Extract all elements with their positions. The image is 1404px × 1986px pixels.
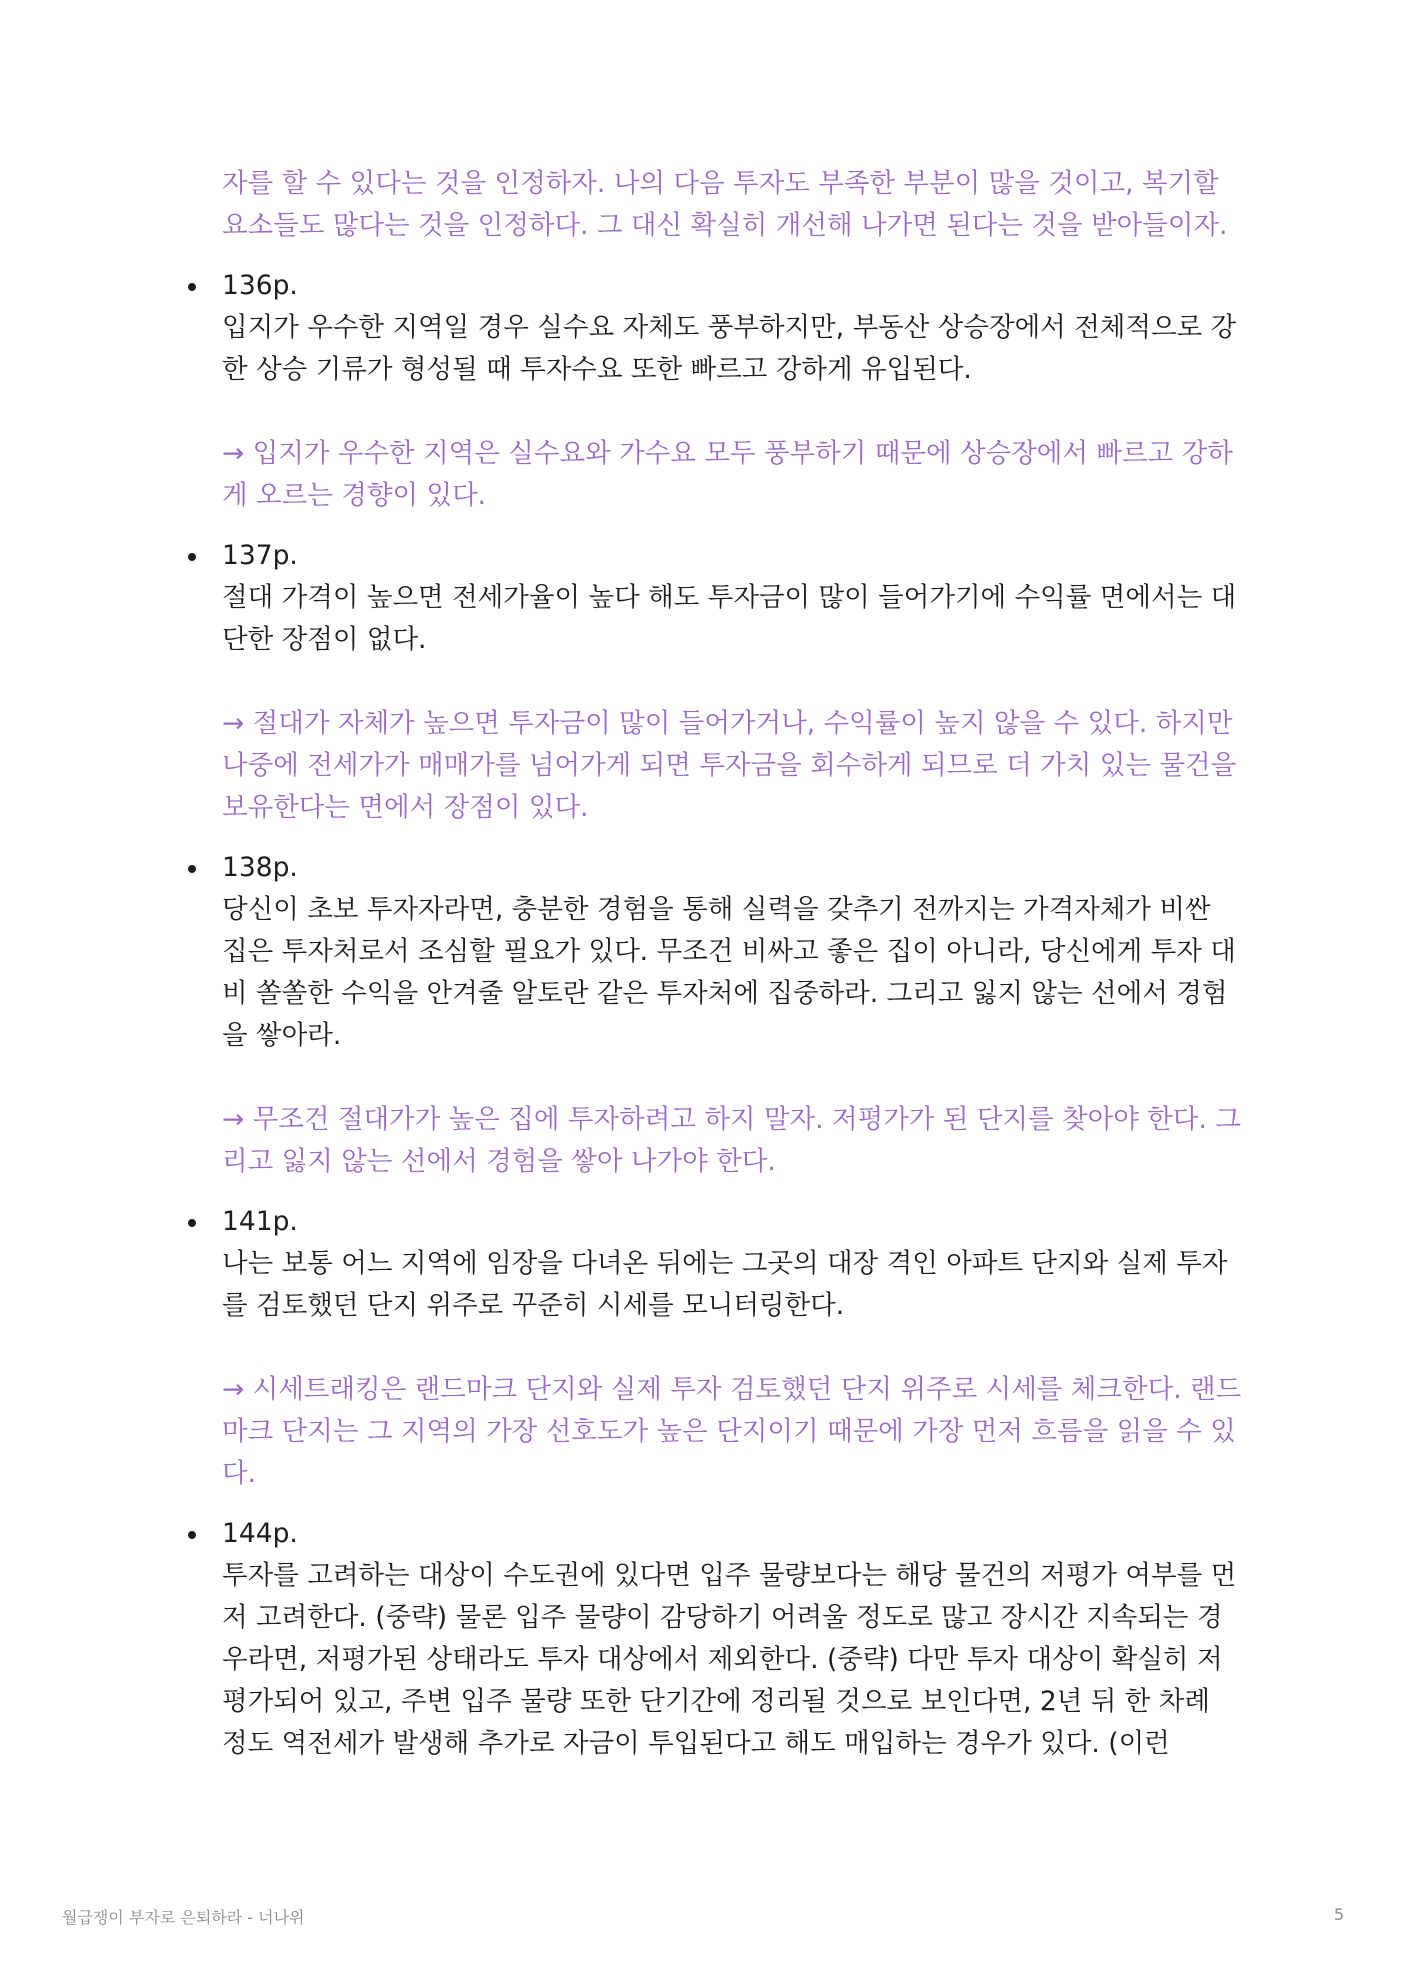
page-reference: 138p. [222, 852, 298, 883]
bullet-icon [188, 553, 196, 561]
note-item-137 [222, 535, 1242, 829]
footer-document-title: 월급쟁이 부자로 은퇴하라 - 너나위 [62, 1908, 305, 1927]
quote-text: 당신이 초보 투자자라면, 충분한 경험을 통해 실력을 갖추기 전까지는 가격자체가 비싼 집은 투자처로서 조심할 필요가 있다. 무조건 비싸고 좋은 집이 아니라, 당신에게 투자 대비 쏠쏠한 수익을 안겨줄 알토란 같은 투자처에 집중하라. 그리고 잃지 않는 선에서 경험을 쌓아라. [222, 894, 1236, 1051]
note-item-141 [222, 1201, 1242, 1495]
note-item-136 [222, 265, 1242, 517]
bullet-icon [188, 865, 196, 873]
footer-page-number: 5 [1333, 1905, 1344, 1924]
bullet-icon [188, 283, 196, 291]
quote-text: 절대 가격이 높으면 전세가율이 높다 해도 투자금이 많이 들어가기에 수익률 면에서는 대단한 장점이 없다. [222, 582, 1237, 655]
comment-text: → 무조건 절대가가 높은 집에 투자하려고 하지 말자. 저평가가 된 단지를 찾아야 한다. 그리고 잃지 않는 선에서 경험을 쌓아 나가야 한다. [222, 1104, 1241, 1177]
quote-text: 입지가 우수한 지역일 경우 실수요 자체도 풍부하지만, 부동산 상승장에서 전체적으로 강한 상승 기류가 형성될 때 투자수요 또한 빠르고 강하게 유입된다. [222, 312, 1237, 385]
comment-text: → 시세트래킹은 랜드마크 단지와 실제 투자 검토했던 단지 위주로 시세를 체크한다. 랜드마크 단지는 그 지역의 가장 선호도가 높은 단지이기 때문에 가장 먼저 흐름을 읽을 수 있다. [222, 1374, 1242, 1489]
note-item-138 [222, 847, 1242, 1183]
page-reference: 137p. [222, 540, 298, 571]
page-reference: 141p. [222, 1206, 298, 1237]
page-reference: 136p. [222, 270, 298, 301]
bullet-icon [188, 1531, 196, 1539]
quote-text: 나는 보통 어느 지역에 임장을 다녀온 뒤에는 그곳의 대장 격인 아파트 단지와 실제 투자를 검토했던 단지 위주로 꾸준히 시세를 모니터링한다. [222, 1248, 1228, 1321]
intro-comment: 자를 할 수 있다는 것을 인정하자. 나의 다음 투자도 부족한 부분이 많을 것이고, 복기할 요소들도 많다는 것을 인정하다. 그 대신 확실히 개선해 나가면 된다는 것을 받아들이자. [222, 168, 1228, 241]
comment-text: → 입지가 우수한 지역은 실수요와 가수요 모두 풍부하기 때문에 상승장에서 빠르고 강하게 오르는 경향이 있다. [222, 438, 1233, 511]
document-body [222, 163, 1242, 1765]
page-reference: 144p. [222, 1518, 298, 1549]
note-item-144 [222, 1513, 1242, 1765]
comment-text: → 절대가 자체가 높으면 투자금이 많이 들어가거나, 수익률이 높지 않을 수 있다. 하지만 나중에 전세가가 매매가를 넘어가게 되면 투자금을 회수하게 되므로 더 가치 있는 물건을 보유한다는 면에서 장점이 있다. [222, 708, 1237, 823]
quote-text: 투자를 고려하는 대상이 수도권에 있다면 입주 물량보다는 해당 물건의 저평가 여부를 먼저 고려한다. (중략) 물론 입주 물량이 감당하기 어려울 정도로 많고 장시간 지속되는 경우라면, 저평가된 상태라도 투자 대상에서 제외한다. (중략) 다만 투자 대상이 확실히 저평가되어 있고, 주변 입주 물량 또한 단기간에 정리될 것으로 보인다면, 2년 뒤 한 차례 정도 역전세가 발생해 추가로 자금이 투입된다고 해도 매입하는 경우가 있다. (이런 [222, 1560, 1237, 1759]
bullet-icon [188, 1219, 196, 1227]
